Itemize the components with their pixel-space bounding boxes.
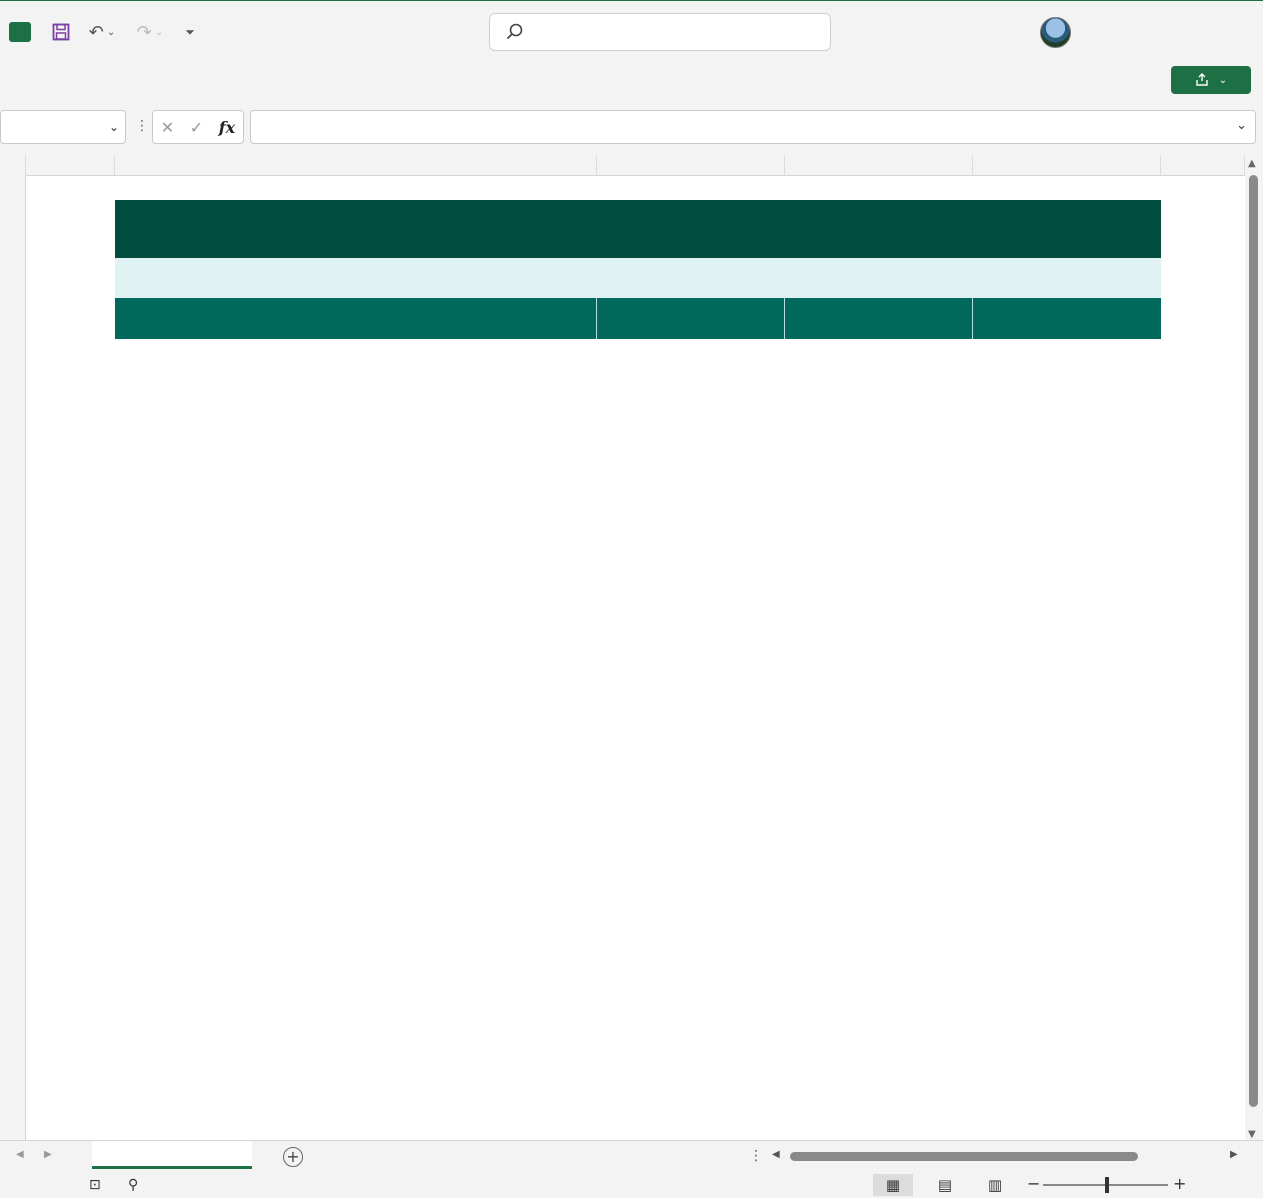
worksheet[interactable] (26, 176, 1245, 1140)
share-chevron-icon: ⌄ (1218, 74, 1228, 86)
column-header-b[interactable] (115, 155, 597, 176)
share-button[interactable] (1171, 66, 1251, 94)
column-header-f[interactable] (1161, 155, 1245, 176)
horizontal-scroll-thumb[interactable] (790, 1152, 1138, 1161)
search-box[interactable] (489, 13, 831, 51)
customize-quick-access-icon[interactable]: ⏷ (185, 24, 195, 39)
prev-sheet-icon[interactable]: ◀ (16, 1149, 24, 1160)
save-icon[interactable] (48, 19, 74, 45)
header-change[interactable] (973, 298, 1161, 339)
select-all-corner[interactable] (0, 155, 26, 176)
sheet-tab-operating-cf[interactable] (92, 1141, 252, 1169)
status-bar (0, 1172, 1263, 1198)
share-icon (1195, 73, 1209, 87)
zoom-out-icon[interactable]: − (1027, 1174, 1041, 1193)
chevron-down-icon[interactable]: ⌄ (108, 120, 119, 134)
horizontal-scrollbar[interactable] (772, 1149, 1242, 1163)
next-sheet-icon[interactable]: ▶ (44, 1149, 52, 1160)
avatar[interactable] (1040, 17, 1071, 48)
vertical-scroll-thumb[interactable] (1249, 175, 1258, 1107)
table-header-row (115, 298, 1161, 339)
accessibility-icon[interactable]: ⚲ (128, 1177, 139, 1193)
more-icon[interactable]: ⋮ (135, 118, 149, 134)
insert-function-icon[interactable]: fx (218, 117, 236, 137)
add-sheet-icon[interactable]: + (283, 1147, 303, 1167)
expand-formula-icon[interactable]: ⌄ (1236, 118, 1247, 133)
header-previous[interactable] (785, 298, 973, 339)
column-header-e[interactable] (973, 155, 1161, 176)
excel-logo-icon (9, 22, 31, 42)
row-headers (0, 176, 26, 1140)
sheet-title[interactable] (115, 200, 1161, 258)
scroll-down-icon[interactable]: ▼ (1248, 1129, 1256, 1140)
sheet-subtitle[interactable] (115, 258, 1161, 298)
tab-split-handle-icon[interactable]: ⋮ (749, 1148, 763, 1164)
name-box[interactable] (0, 110, 126, 144)
undo-icon[interactable]: ↶ ⌄ (88, 21, 116, 43)
header-current[interactable] (597, 298, 785, 339)
cancel-icon[interactable]: ✕ (160, 117, 175, 137)
search-icon (506, 23, 524, 41)
close-button[interactable] (1221, 19, 1251, 45)
column-headers (0, 155, 1263, 176)
zoom-slider-knob[interactable] (1105, 1177, 1109, 1193)
enter-icon[interactable]: ✓ (189, 117, 204, 137)
header-item[interactable] (115, 298, 597, 339)
column-header-c[interactable] (597, 155, 785, 176)
scroll-left-icon[interactable]: ◀ (772, 1149, 780, 1160)
maximize-button[interactable] (1161, 19, 1191, 45)
zoom-in-icon[interactable]: + (1173, 1174, 1187, 1193)
ribbon-tabs (0, 62, 1263, 100)
formula-controls (152, 110, 244, 144)
minimize-button[interactable] (1103, 19, 1133, 45)
redo-icon[interactable]: ↷ ⌄ (136, 21, 164, 43)
vertical-scrollbar[interactable] (1245, 155, 1263, 1145)
page-layout-view-icon[interactable]: ▤ (937, 1176, 953, 1194)
normal-view-icon[interactable]: ▦ (873, 1174, 913, 1196)
macro-record-icon[interactable]: ⊡ (89, 1177, 101, 1193)
formula-bar (0, 100, 1263, 154)
formula-input[interactable] (250, 110, 1256, 144)
scroll-up-icon[interactable]: ▲ (1248, 158, 1256, 169)
column-header-a[interactable] (26, 155, 115, 176)
title-bar (0, 0, 1263, 62)
page-break-view-icon[interactable]: ▥ (987, 1176, 1003, 1194)
sheet-tab-bar (0, 1140, 1263, 1172)
column-header-d[interactable] (785, 155, 973, 176)
scroll-right-icon[interactable]: ▶ (1230, 1149, 1238, 1160)
